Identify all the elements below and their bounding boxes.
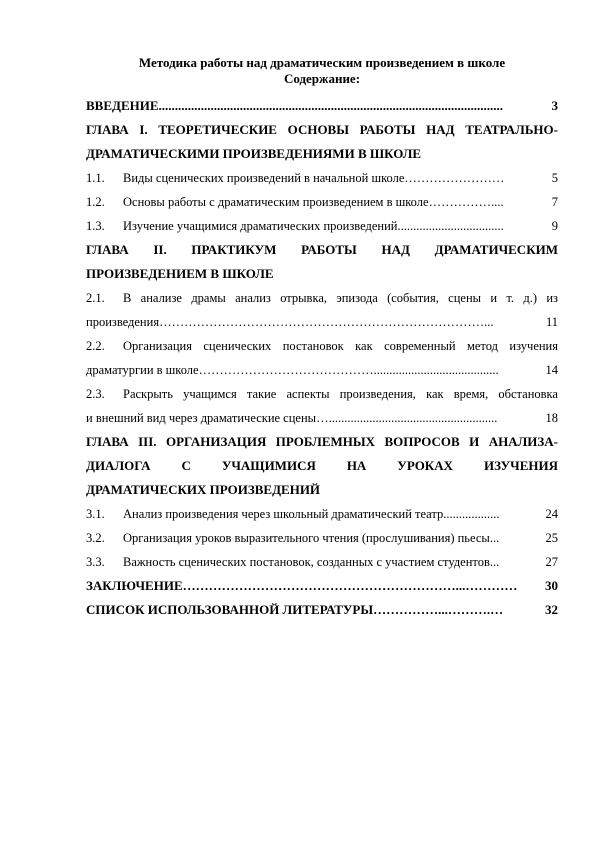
toc-leader-dots: ……………....: [428, 195, 504, 209]
toc-entry-label: ВВЕДЕНИЕ: [86, 98, 159, 113]
chapter-heading-line: ДРАМАТИЧЕСКИХ ПРОИЗВЕДЕНИЙ: [86, 482, 321, 497]
table-of-contents: [86, 94, 558, 622]
toc-entry-number: 3.1.: [86, 507, 105, 521]
toc-page-number: 5: [551, 171, 558, 185]
toc-leader-dots: ...: [489, 555, 500, 569]
toc-entry-number: 1.1.: [86, 171, 105, 185]
chapter-heading-line: ДИАЛОГА С УЧАЩИМИСЯ НА УРОКАХ ИЗУЧЕНИЯ: [86, 458, 558, 473]
toc-entry-label: СПИСОК ИСПОЛЬЗОВАННОЙ ЛИТЕРАТУРЫ: [86, 602, 374, 617]
toc-entry-1-1[interactable]: [86, 166, 558, 190]
toc-entry-label-continued: и внешний вид через драматические сцены: [86, 411, 317, 425]
toc-entry-1-2[interactable]: [86, 190, 558, 214]
document-title: [86, 0, 558, 87]
toc-entry-label: Организация уроков выразительного чтения (прослушивания) пьесы: [123, 531, 490, 545]
toc-leader-dots: ………………………………………………………...…………: [182, 578, 518, 593]
toc-page-number: 11: [545, 315, 558, 329]
chapter-heading-line: ГЛАВА III. ОРГАНИЗАЦИЯ ПРОБЛЕМНЫХ ВОПРОСОВ И АНАЛИЗА-: [86, 434, 558, 449]
toc-entry-number: 2.2.: [86, 339, 105, 353]
toc-page-number: 30: [545, 578, 558, 593]
toc-page-number: 7: [551, 195, 558, 209]
toc-leader-dots: ..........................................................................................................: [158, 98, 504, 113]
toc-leader-dots: ……………………: [404, 171, 505, 185]
toc-entry-2-2[interactable]: [86, 334, 558, 382]
toc-page-number: 27: [545, 555, 558, 569]
toc-entry-intro[interactable]: [86, 94, 558, 118]
toc-leader-dots: ……………………………………........................................: [198, 363, 499, 377]
toc-entry-number: 1.2.: [86, 195, 105, 209]
toc-entry-number: 3.2.: [86, 531, 105, 545]
chapter-heading-line: ГЛАВА II. ПРАКТИКУМ РАБОТЫ НАД ДРАМАТИЧЕСКИМ: [86, 242, 558, 257]
toc-entry-references[interactable]: [86, 598, 558, 622]
toc-page-number: 9: [551, 219, 558, 233]
toc-entry-label: В анализе драмы анализ отрывка, эпизода (события, сцены и т. д.) из: [123, 291, 558, 305]
toc-page-number: 25: [545, 531, 558, 545]
toc-entry-1-3[interactable]: [86, 214, 558, 238]
title-line-1: Методика работы над драматическим произведением в школе: [138, 55, 506, 70]
toc-leader-dots: ……………...……….…: [373, 602, 504, 617]
toc-entry-label-continued: драматургии в школе: [86, 363, 199, 377]
toc-entry-label: Основы работы с драматическим произведением в школе: [123, 195, 429, 209]
chapter-heading-line: ПРОИЗВЕДЕНИЕМ В ШКОЛЕ: [86, 266, 274, 281]
toc-entry-number: 2.1.: [86, 291, 105, 305]
toc-chapter-3[interactable]: [86, 430, 558, 502]
toc-leader-dots: ...: [489, 531, 500, 545]
toc-entry-2-1[interactable]: [86, 286, 558, 334]
toc-entry-label: Изучение учащимися драматических произведений: [123, 219, 398, 233]
toc-leader-dots: ..................................: [397, 219, 504, 233]
toc-entry-number: 3.3.: [86, 555, 105, 569]
toc-entry-3-1[interactable]: [86, 502, 558, 526]
toc-leader-dots: ..................: [443, 507, 500, 521]
toc-entry-3-3[interactable]: [86, 550, 558, 574]
toc-page-number: 32: [545, 602, 558, 617]
toc-entry-3-2[interactable]: [86, 526, 558, 550]
toc-entry-number: 1.3.: [86, 219, 105, 233]
chapter-heading-line: ГЛАВА I. ТЕОРЕТИЧЕСКИЕ ОСНОВЫ РАБОТЫ НАД ТЕАТРАЛЬНО-: [86, 122, 558, 137]
toc-entry-label: ЗАКЛЮЧЕНИЕ: [86, 578, 183, 593]
toc-entry-label: Виды сценических произведений в начальной школе: [123, 171, 405, 185]
toc-entry-conclusion[interactable]: [86, 574, 558, 598]
toc-page-number: 3: [551, 98, 558, 113]
title-line-2: Содержание:: [283, 71, 361, 86]
toc-entry-label: Раскрыть учащимся такие аспекты произведения, как время, обстановка: [123, 387, 558, 401]
toc-leader-dots: ……………………………………………………………………...: [159, 315, 494, 329]
toc-entry-number: 2.3.: [86, 387, 105, 401]
toc-leader-dots: …......................................................: [316, 411, 498, 425]
toc-page-number: 18: [545, 411, 558, 425]
toc-page-number: 24: [545, 507, 558, 521]
toc-entry-label: Организация сценических постановок как современный метод изучения: [123, 339, 558, 353]
toc-entry-label-continued: произведения: [86, 315, 160, 329]
toc-chapter-1[interactable]: [86, 118, 558, 166]
chapter-heading-line: ДРАМАТИЧЕСКИМИ ПРОИЗВЕДЕНИЯМИ В ШКОЛЕ: [86, 146, 422, 161]
toc-entry-2-3[interactable]: [86, 382, 558, 430]
toc-entry-label: Важность сценических постановок, созданных с участием студентов: [123, 555, 490, 569]
toc-page-number: 14: [545, 363, 558, 377]
toc-entry-label: Анализ произведения через школьный драматический театр: [123, 507, 444, 521]
toc-chapter-2[interactable]: [86, 238, 558, 286]
